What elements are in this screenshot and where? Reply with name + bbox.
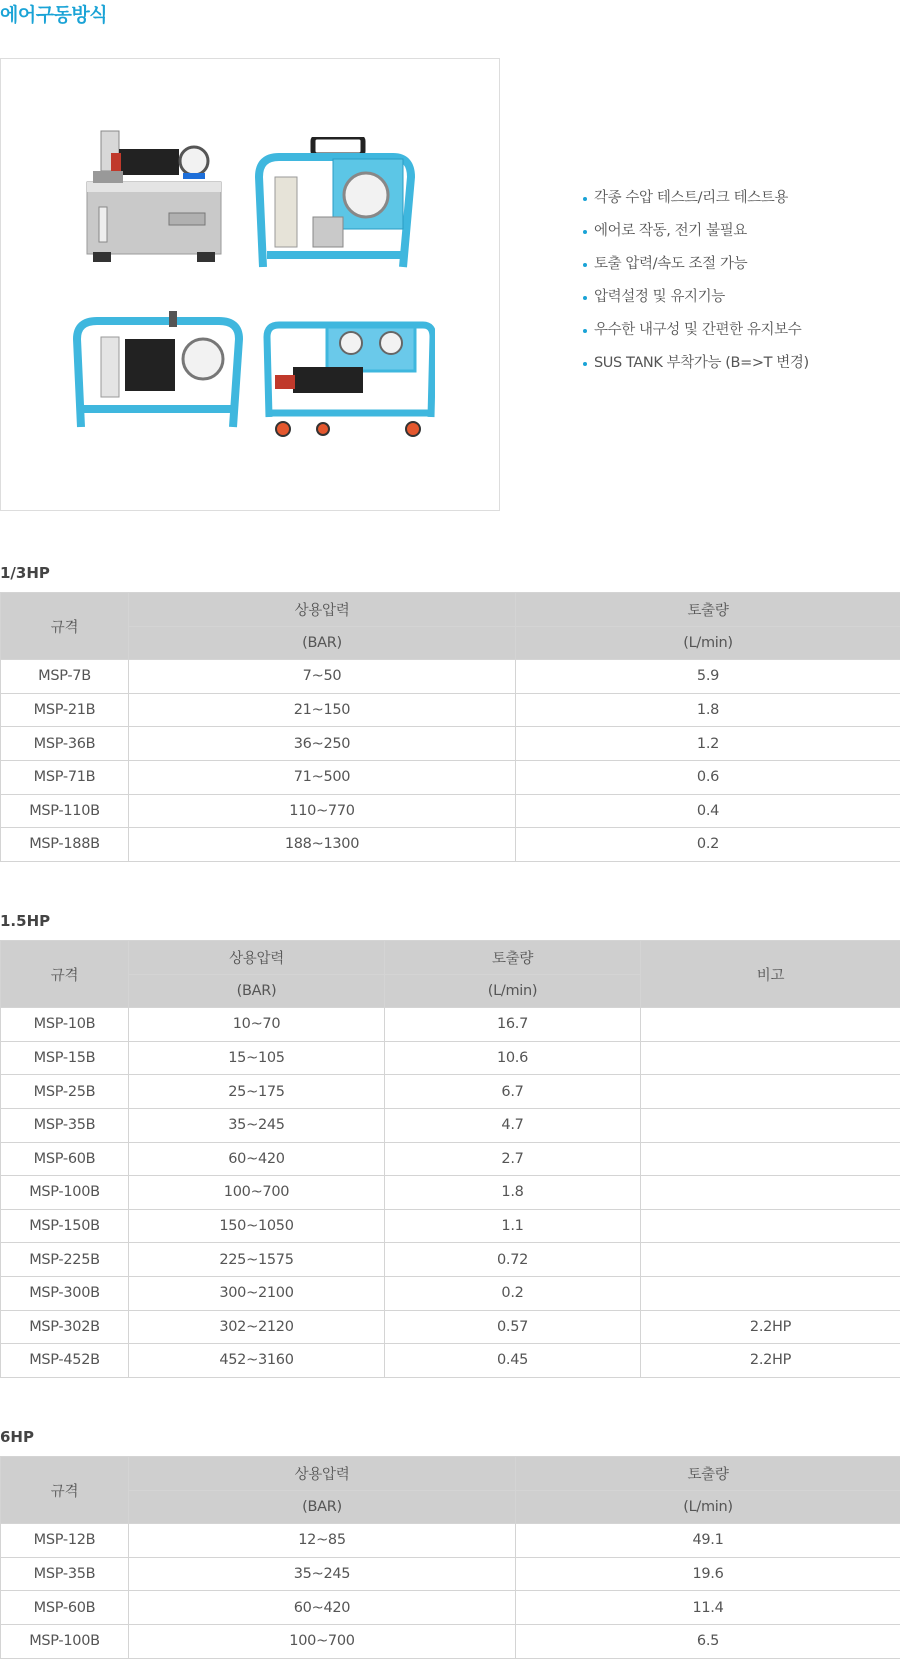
cell-pressure: 7~50 bbox=[129, 660, 516, 694]
cell-model: MSP-12B bbox=[1, 1524, 129, 1558]
cell-flow: 19.6 bbox=[516, 1557, 900, 1591]
cell-flow: 4.7 bbox=[385, 1108, 641, 1142]
col-header-pressure-unit: (BAR) bbox=[129, 974, 385, 1008]
table-row bbox=[1, 828, 900, 862]
table-row bbox=[1, 794, 900, 828]
cell-model: MSP-71B bbox=[1, 760, 129, 794]
cell-flow: 1.8 bbox=[516, 693, 900, 727]
cell-pressure: 188~1300 bbox=[129, 828, 516, 862]
col-header-spec: 규격 bbox=[1, 593, 129, 660]
table-row bbox=[1, 1142, 900, 1176]
col-header-flow: 토출량 bbox=[516, 593, 900, 627]
spec-table-1-5hp bbox=[0, 940, 900, 1378]
table-row bbox=[1, 1041, 900, 1075]
cell-pressure: 10~70 bbox=[129, 1008, 385, 1042]
cell-pressure: 225~1575 bbox=[129, 1243, 385, 1277]
feature-item: 압력설정 및 유지기능 bbox=[583, 287, 809, 320]
col-header-pressure: 상용압력 bbox=[129, 941, 385, 975]
cell-model: MSP-302B bbox=[1, 1310, 129, 1344]
cell-note: 2.2HP bbox=[641, 1344, 900, 1378]
table-row bbox=[1, 1344, 900, 1378]
table-row bbox=[1, 1209, 900, 1243]
section-title-1-5hp: 1.5HP bbox=[0, 912, 51, 930]
cell-pressure: 60~420 bbox=[129, 1591, 516, 1625]
cell-pressure: 100~700 bbox=[129, 1176, 385, 1210]
cell-pressure: 15~105 bbox=[129, 1041, 385, 1075]
section-title-6hp: 6HP bbox=[0, 1428, 34, 1446]
cell-flow: 0.6 bbox=[516, 760, 900, 794]
cell-model: MSP-7B bbox=[1, 660, 129, 694]
cell-note bbox=[641, 1008, 900, 1042]
table-row bbox=[1, 1557, 900, 1591]
cell-flow: 49.1 bbox=[516, 1524, 900, 1558]
table-row bbox=[1, 727, 900, 761]
table-row bbox=[1, 1075, 900, 1109]
cell-model: MSP-188B bbox=[1, 828, 129, 862]
cell-pressure: 100~700 bbox=[129, 1624, 516, 1658]
col-header-pressure-unit: (BAR) bbox=[129, 626, 516, 660]
col-header-flow: 토출량 bbox=[385, 941, 641, 975]
cell-pressure: 25~175 bbox=[129, 1075, 385, 1109]
cell-model: MSP-225B bbox=[1, 1243, 129, 1277]
col-header-pressure-unit: (BAR) bbox=[129, 1490, 516, 1524]
feature-item: 각종 수압 테스트/리크 테스트용 bbox=[583, 188, 809, 221]
cell-flow: 5.9 bbox=[516, 660, 900, 694]
cell-pressure: 35~245 bbox=[129, 1557, 516, 1591]
cell-pressure: 35~245 bbox=[129, 1108, 385, 1142]
cell-model: MSP-100B bbox=[1, 1176, 129, 1210]
feature-item: 에어로 작동, 전기 불필요 bbox=[583, 221, 809, 254]
spec-table-6hp bbox=[0, 1456, 900, 1659]
cell-pressure: 71~500 bbox=[129, 760, 516, 794]
product-image-cart-pump bbox=[263, 317, 435, 442]
cell-flow: 6.7 bbox=[385, 1075, 641, 1109]
product-image-open-frame-pump bbox=[73, 309, 243, 434]
cell-model: MSP-35B bbox=[1, 1108, 129, 1142]
cell-model: MSP-60B bbox=[1, 1591, 129, 1625]
table-row bbox=[1, 1310, 900, 1344]
table-row bbox=[1, 760, 900, 794]
cell-model: MSP-110B bbox=[1, 794, 129, 828]
cell-model: MSP-10B bbox=[1, 1008, 129, 1042]
table-row bbox=[1, 1591, 900, 1625]
table-row bbox=[1, 660, 900, 694]
cell-pressure: 150~1050 bbox=[129, 1209, 385, 1243]
col-header-spec: 규격 bbox=[1, 941, 129, 1008]
col-header-note: 비고 bbox=[641, 941, 900, 1008]
section-title-1-3hp: 1/3HP bbox=[0, 564, 50, 582]
cell-note bbox=[641, 1142, 900, 1176]
cell-flow: 0.4 bbox=[516, 794, 900, 828]
cell-model: MSP-100B bbox=[1, 1624, 129, 1658]
cell-model: MSP-60B bbox=[1, 1142, 129, 1176]
cell-flow: 16.7 bbox=[385, 1008, 641, 1042]
col-header-spec: 규격 bbox=[1, 1457, 129, 1524]
col-header-flow-unit: (L/min) bbox=[516, 1490, 900, 1524]
product-image-panel bbox=[0, 58, 500, 511]
cell-model: MSP-452B bbox=[1, 1344, 129, 1378]
cell-model: MSP-300B bbox=[1, 1276, 129, 1310]
page-title: 에어구동방식 bbox=[0, 4, 108, 26]
cell-model: MSP-21B bbox=[1, 693, 129, 727]
table-row bbox=[1, 1176, 900, 1210]
cell-note bbox=[641, 1108, 900, 1142]
product-image-tank-pump bbox=[79, 127, 229, 267]
col-header-flow-unit: (L/min) bbox=[516, 626, 900, 660]
cell-flow: 11.4 bbox=[516, 1591, 900, 1625]
spec-table-1-3hp bbox=[0, 592, 900, 862]
product-image-frame-pump bbox=[253, 137, 418, 272]
cell-pressure: 12~85 bbox=[129, 1524, 516, 1558]
table-row bbox=[1, 1524, 900, 1558]
cell-note bbox=[641, 1075, 900, 1109]
col-header-pressure: 상용압력 bbox=[129, 593, 516, 627]
cell-flow: 0.45 bbox=[385, 1344, 641, 1378]
cell-flow: 1.1 bbox=[385, 1209, 641, 1243]
cell-pressure: 110~770 bbox=[129, 794, 516, 828]
table-row bbox=[1, 1624, 900, 1658]
cell-model: MSP-15B bbox=[1, 1041, 129, 1075]
cell-pressure: 452~3160 bbox=[129, 1344, 385, 1378]
table-row bbox=[1, 1008, 900, 1042]
feature-item: 토출 압력/속도 조절 가능 bbox=[583, 254, 809, 287]
table-row bbox=[1, 1276, 900, 1310]
cell-model: MSP-150B bbox=[1, 1209, 129, 1243]
feature-list bbox=[583, 188, 809, 386]
table-row bbox=[1, 1243, 900, 1277]
cell-pressure: 60~420 bbox=[129, 1142, 385, 1176]
cell-flow: 1.8 bbox=[385, 1176, 641, 1210]
col-header-pressure: 상용압력 bbox=[129, 1457, 516, 1491]
cell-flow: 0.2 bbox=[385, 1276, 641, 1310]
col-header-flow-unit: (L/min) bbox=[385, 974, 641, 1008]
cell-pressure: 36~250 bbox=[129, 727, 516, 761]
feature-item: 우수한 내구성 및 간편한 유지보수 bbox=[583, 320, 809, 353]
cell-flow: 6.5 bbox=[516, 1624, 900, 1658]
cell-flow: 0.57 bbox=[385, 1310, 641, 1344]
cell-model: MSP-25B bbox=[1, 1075, 129, 1109]
cell-model: MSP-35B bbox=[1, 1557, 129, 1591]
cell-model: MSP-36B bbox=[1, 727, 129, 761]
cell-pressure: 300~2100 bbox=[129, 1276, 385, 1310]
cell-note bbox=[641, 1041, 900, 1075]
cell-note bbox=[641, 1209, 900, 1243]
cell-note bbox=[641, 1276, 900, 1310]
cell-note: 2.2HP bbox=[641, 1310, 900, 1344]
feature-item: SUS TANK 부착가능 (B=>T 변경) bbox=[583, 353, 809, 386]
cell-pressure: 21~150 bbox=[129, 693, 516, 727]
cell-flow: 1.2 bbox=[516, 727, 900, 761]
cell-flow: 0.2 bbox=[516, 828, 900, 862]
cell-flow: 0.72 bbox=[385, 1243, 641, 1277]
table-row bbox=[1, 693, 900, 727]
col-header-flow: 토출량 bbox=[516, 1457, 900, 1491]
cell-flow: 2.7 bbox=[385, 1142, 641, 1176]
table-row bbox=[1, 1108, 900, 1142]
cell-flow: 10.6 bbox=[385, 1041, 641, 1075]
cell-note bbox=[641, 1243, 900, 1277]
cell-pressure: 302~2120 bbox=[129, 1310, 385, 1344]
cell-note bbox=[641, 1176, 900, 1210]
